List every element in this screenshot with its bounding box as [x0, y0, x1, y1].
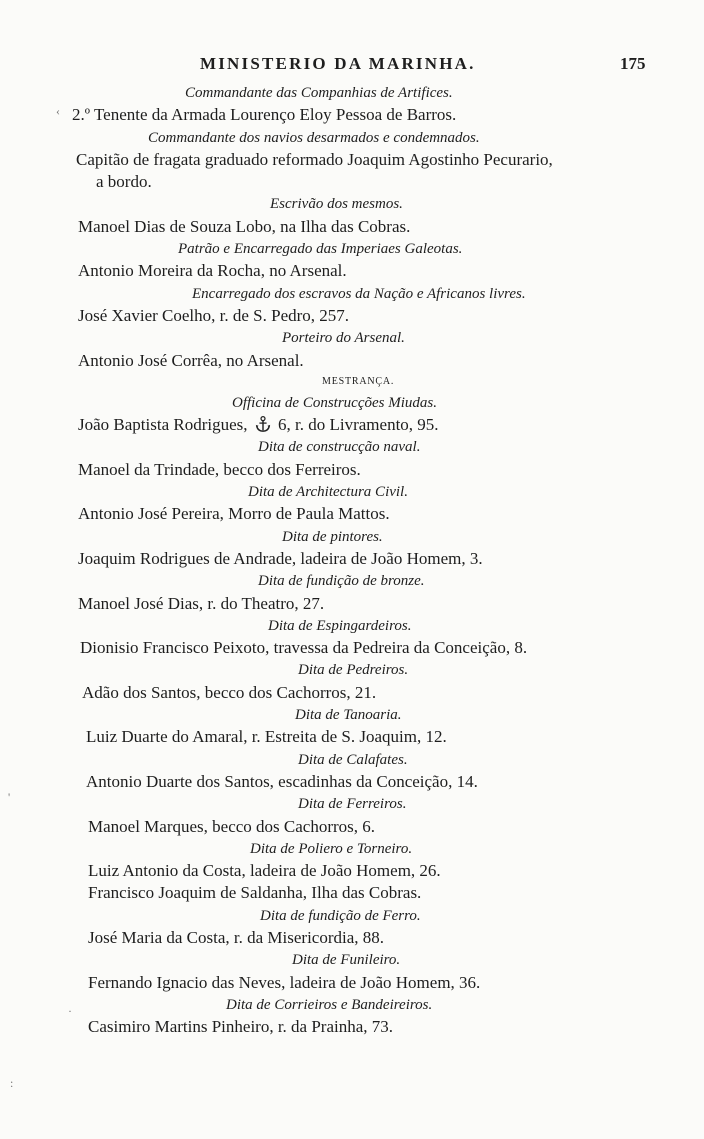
entry-line: Manoel da Trindade, becco dos Ferreiros.: [78, 459, 361, 479]
section-heading: Patrão e Encarregado das Imperiaes Galeotas.: [178, 241, 463, 258]
section-heading: Dita de Architectura Civil.: [248, 484, 408, 501]
entry-line: Manoel Marques, becco dos Cachorros, 6.: [88, 816, 376, 836]
margin-mark: ': [8, 790, 11, 804]
entry-line: Manoel José Dias, r. do Theatro, 27.: [78, 593, 325, 613]
entry-line: Antonio Duarte dos Santos, escadinhas da Conceição, 14.: [86, 771, 478, 791]
section-heading: Dita de construcção naval.: [258, 439, 421, 456]
entry-line: 2.º Tenente da Armada Lourenço Eloy Pessoa de Barros.: [72, 105, 457, 125]
entry-line-continuation: a bordo.: [96, 172, 152, 192]
entry-line: José Xavier Coelho, r. de S. Pedro, 257.: [78, 305, 350, 325]
section-heading: Dita de fundição de Ferro.: [260, 907, 421, 924]
section-heading: Dita de fundição de bronze.: [258, 573, 425, 590]
page-title: MINISTERIO DA MARINHA.: [200, 54, 476, 73]
entry-line: Dionisio Francisco Peixoto, travessa da Pedreira da Conceição, 8.: [80, 638, 528, 658]
section-heading: Dita de Espingardeiros.: [268, 617, 412, 634]
section-heading: Dita de Poliero e Torneiro.: [250, 840, 413, 857]
section-heading: Officina de Construcções Miudas.: [232, 394, 437, 411]
entry-line: Luiz Duarte do Amaral, r. Estreita de S. Joaquim, 12.: [86, 727, 447, 747]
entry-line: Casimiro Martins Pinheiro, r. da Prainha, 73.: [88, 1017, 394, 1037]
entry-line: Luiz Antonio da Costa, ladeira de João Homem, 26.: [88, 861, 441, 881]
margin-mark: ‹: [56, 104, 60, 118]
entry-line: Francisco Joaquim de Saldanha, Ilha das Cobras.: [88, 883, 422, 903]
entry-line: José Maria da Costa, r. da Misericordia, 88.: [88, 927, 385, 947]
entries-list: [0, 82, 704, 1038]
section-heading: Porteiro do Arsenal.: [282, 330, 405, 347]
entry-line: Joaquim Rodrigues de Andrade, ladeira de João Homem, 3.: [78, 548, 483, 568]
section-heading: Commandante dos navios desarmados e condemnados.: [148, 129, 480, 146]
section-heading: Escrivão dos mesmos.: [270, 196, 403, 213]
entry-line: Manoel Dias de Souza Lobo, na Ilha das Cobras.: [78, 216, 411, 236]
section-heading: Dita de Ferreiros.: [298, 796, 407, 813]
entry-line: João Baptista Rodrigues, 6, r. do Livramento, 95.: [78, 415, 439, 435]
section-heading: Dita de pintores.: [282, 528, 383, 545]
section-heading: Encarregado dos escravos da Nação e Africanos livres.: [192, 285, 526, 302]
section-heading: Dita de Corrieiros e Bandeireiros.: [226, 996, 433, 1013]
entry-line: Adão dos Santos, becco dos Cachorros, 21.: [82, 682, 377, 702]
section-title-mestranca: MESTRANÇA.: [322, 375, 395, 387]
section-heading: Dita de Calafates.: [298, 751, 408, 768]
anchor-emblem-icon: [254, 415, 272, 433]
page-number: 175: [620, 54, 646, 73]
entry-line: Antonio Moreira da Rocha, no Arsenal.: [78, 261, 347, 281]
entry-line: Antonio José Pereira, Morro de Paula Mattos.: [78, 504, 390, 524]
section-heading: Dita de Tanoaria.: [295, 707, 402, 724]
section-heading: Dita de Funileiro.: [292, 952, 401, 969]
entry-line: Fernando Ignacio das Neves, ladeira de João Homem, 36.: [88, 972, 481, 992]
margin-mark: :: [10, 1076, 14, 1090]
entry-line: Capitão de fragata graduado reformado Joaquim Agostinho Pecurario,: [76, 149, 553, 169]
margin-mark: ·: [68, 1004, 72, 1018]
section-heading: Dita de Pedreiros.: [298, 662, 409, 679]
entry-line: Antonio José Corrêa, no Arsenal.: [78, 350, 304, 370]
running-header: [0, 52, 704, 82]
section-heading: Commandante das Companhias de Artifices.: [185, 85, 453, 101]
